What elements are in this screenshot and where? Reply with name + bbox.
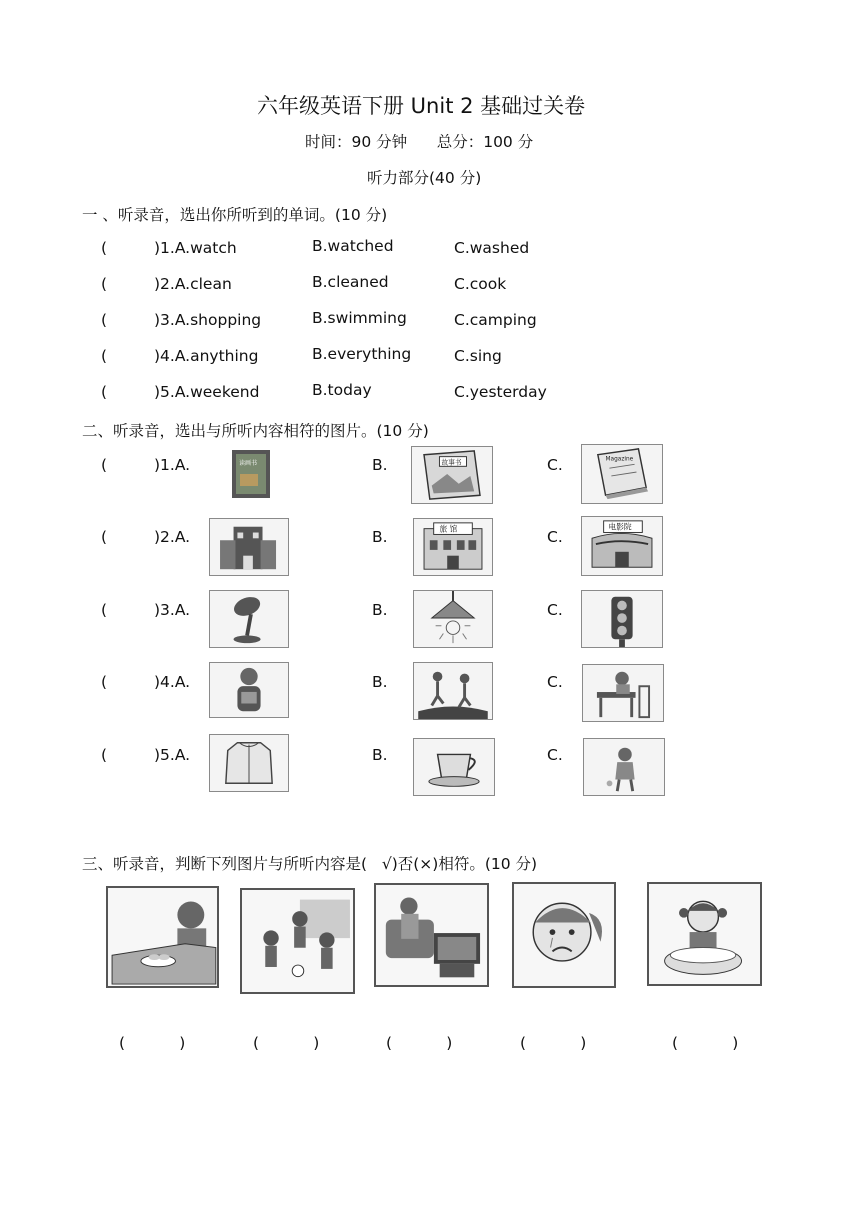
traffic-light-icon — [581, 590, 663, 648]
s1-option-b-4: B.everything — [312, 345, 412, 363]
s1-question-5: )5.A.weekend — [154, 383, 260, 401]
s1-paren-2: ( — [101, 275, 108, 293]
s1-option-b-5: B.today — [312, 381, 372, 399]
s2-option-c-4: C. — [547, 673, 563, 691]
ceiling-lamp-icon — [413, 590, 493, 648]
storybook-icon — [411, 446, 493, 504]
answer-blank-4[interactable]: ( ) — [520, 1034, 587, 1052]
s2-option-b-2: B. — [372, 528, 388, 546]
book-icon — [222, 446, 288, 504]
s2-question-3: )3.A. — [154, 601, 191, 619]
answer-blank-3[interactable]: ( ) — [386, 1034, 453, 1052]
s1-paren-4: ( — [101, 347, 108, 365]
s2-option-c-3: C. — [547, 601, 563, 619]
girl-washing-icon — [647, 882, 762, 986]
magazine-icon — [581, 444, 663, 504]
s2-question-2: )2.A. — [154, 528, 191, 546]
s1-question-4: )4.A.anything — [154, 347, 259, 365]
s2-option-c-5: C. — [547, 746, 563, 764]
s2-question-5: )5.A. — [154, 746, 191, 764]
s2-paren-2: ( — [101, 528, 108, 546]
kids-football-icon — [240, 888, 355, 994]
section2-heading: 二、听录音，选出与所听内容相符的图片。(10 分) — [82, 422, 429, 440]
answer-blank-5[interactable]: ( ) — [672, 1034, 739, 1052]
student-desk-icon — [582, 664, 664, 722]
cinema-icon — [581, 516, 663, 576]
s2-paren-1: ( — [101, 456, 108, 474]
s2-question-1: )1.A. — [154, 456, 191, 474]
s1-paren-3: ( — [101, 311, 108, 329]
s1-option-c-5: C.yesterday — [454, 383, 547, 401]
answer-blank-2[interactable]: ( ) — [253, 1034, 320, 1052]
girl-icon — [583, 738, 665, 796]
girl-crying-icon — [512, 882, 616, 988]
s1-option-b-1: B.watched — [312, 237, 394, 255]
section3-heading: 三、听录音，判断下列图片与所听内容是( √)否(×)相符。(10 分) — [82, 855, 538, 873]
s2-paren-3: ( — [101, 601, 108, 619]
exam-info: 时间：90 分钟 总分：100 分 — [305, 133, 534, 151]
svg-text:读画书: 读画书 — [239, 460, 258, 467]
s2-question-4: )4.A. — [154, 673, 191, 691]
s2-option-b-4: B. — [372, 673, 388, 691]
s1-question-1: )1.A.watch — [154, 239, 237, 257]
listening-header: 听力部分(40 分) — [367, 169, 482, 187]
person-icon — [209, 662, 289, 718]
s1-option-c-4: C.sing — [454, 347, 502, 365]
page-title: 六年级英语下册 Unit 2 基础过关卷 — [257, 94, 586, 118]
s2-option-b-5: B. — [372, 746, 388, 764]
running-kids-icon — [413, 662, 493, 720]
svg-text:电影院: 电影院 — [608, 522, 632, 532]
s1-option-b-3: B.swimming — [312, 309, 407, 327]
s1-option-c-2: C.cook — [454, 275, 507, 293]
s2-option-c-1: C. — [547, 456, 563, 474]
s1-question-2: )2.A.clean — [154, 275, 232, 293]
s2-paren-5: ( — [101, 746, 108, 764]
svg-text:故事书: 故事书 — [441, 458, 462, 467]
s2-option-b-3: B. — [372, 601, 388, 619]
answer-blank-1[interactable]: ( ) — [119, 1034, 186, 1052]
s2-paren-4: ( — [101, 673, 108, 691]
hotel-icon — [413, 518, 493, 576]
woman-tv-icon — [374, 883, 489, 987]
building-icon — [209, 518, 289, 576]
svg-text:旅 馆: 旅 馆 — [439, 524, 458, 534]
boy-eating-icon — [106, 886, 219, 988]
desk-lamp-icon — [209, 590, 289, 648]
jacket-icon — [209, 734, 289, 792]
s1-question-3: )3.A.shopping — [154, 311, 262, 329]
s2-option-c-2: C. — [547, 528, 563, 546]
s2-option-b-1: B. — [372, 456, 388, 474]
teacup-icon — [413, 738, 495, 796]
s1-paren-1: ( — [101, 239, 108, 257]
s1-option-c-3: C.camping — [454, 311, 537, 329]
svg-text:Magazine: Magazine — [605, 456, 634, 463]
s1-option-c-1: C.washed — [454, 239, 530, 257]
s1-paren-5: ( — [101, 383, 108, 401]
s1-option-b-2: B.cleaned — [312, 273, 389, 291]
section1-heading: 一 、听录音，选出你所听到的单词。(10 分) — [82, 206, 388, 224]
